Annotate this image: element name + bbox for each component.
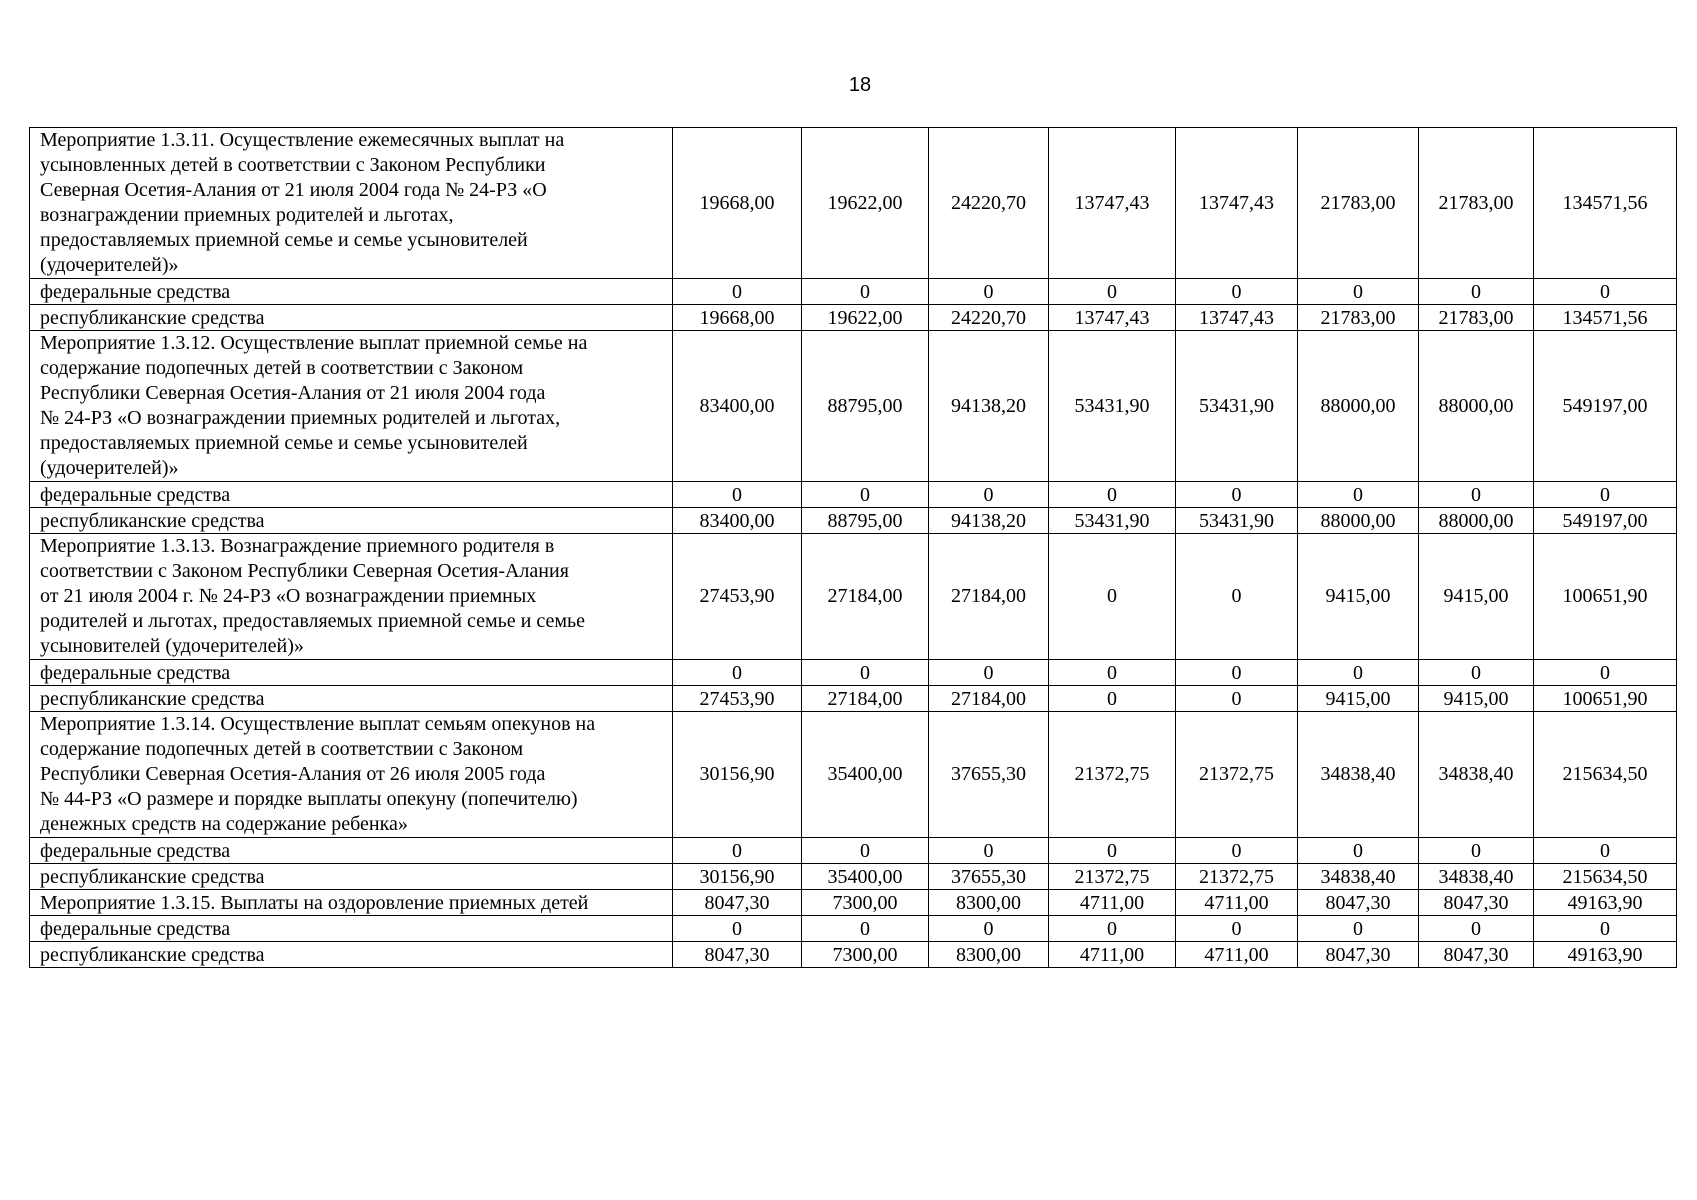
value-cell: 21783,00 xyxy=(1298,305,1419,331)
row-name-line: содержание подопечных детей в соответствии с Законом xyxy=(40,738,524,760)
value-cell: 0 xyxy=(1419,660,1534,686)
table-row-measure xyxy=(30,331,1677,482)
row-name-cell xyxy=(30,916,673,942)
row-name-line: республиканские средства xyxy=(40,943,265,966)
value-cell: 9415,00 xyxy=(1419,686,1534,712)
row-name-line: усыновленных детей в соответствии с Законом Республики xyxy=(40,154,546,176)
value-cell: 4711,00 xyxy=(1049,942,1176,968)
value-cell: 0 xyxy=(802,482,929,508)
row-name-line: (удочерителей)» xyxy=(40,254,179,276)
row-name-line: федеральные средства xyxy=(40,661,231,684)
budget-table xyxy=(29,127,1677,968)
value-cell: 53431,90 xyxy=(1049,508,1176,534)
value-cell: 27184,00 xyxy=(802,686,929,712)
value-cell: 0 xyxy=(1298,660,1419,686)
value-cell: 0 xyxy=(929,482,1049,508)
value-cell: 53431,90 xyxy=(1176,331,1298,482)
value-cell: 88000,00 xyxy=(1298,331,1419,482)
row-name-line: республиканские средства xyxy=(40,509,265,532)
value-cell: 19668,00 xyxy=(673,305,802,331)
value-cell: 0 xyxy=(1176,534,1298,660)
value-cell: 49163,90 xyxy=(1534,890,1677,916)
value-cell: 94138,20 xyxy=(929,508,1049,534)
value-cell: 30156,90 xyxy=(673,864,802,890)
table-row-funding-source xyxy=(30,305,1677,331)
value-cell: 0 xyxy=(673,660,802,686)
value-cell: 100651,90 xyxy=(1534,686,1677,712)
table-row-funding-source xyxy=(30,508,1677,534)
table-row-funding-source xyxy=(30,279,1677,305)
value-cell: 0 xyxy=(1419,279,1534,305)
row-name-line: Северная Осетия-Алания от 21 июля 2004 года № 24-РЗ «О xyxy=(40,179,547,201)
table-row-measure xyxy=(30,534,1677,660)
value-cell: 0 xyxy=(1049,686,1176,712)
value-cell: 21372,75 xyxy=(1049,864,1176,890)
value-cell: 9415,00 xyxy=(1298,534,1419,660)
value-cell: 88000,00 xyxy=(1298,508,1419,534)
table-row-funding-source xyxy=(30,838,1677,864)
row-name-line: денежных средств на содержание ребенка» xyxy=(40,813,408,835)
row-name-line: (удочерителей)» xyxy=(40,457,179,479)
value-cell: 27184,00 xyxy=(802,534,929,660)
value-cell: 0 xyxy=(1176,838,1298,864)
value-cell: 0 xyxy=(673,838,802,864)
value-cell: 134571,56 xyxy=(1534,128,1677,279)
value-cell: 34838,40 xyxy=(1298,864,1419,890)
value-cell: 0 xyxy=(802,838,929,864)
row-name-line: Мероприятие 1.3.13. Вознаграждение приемного родителя в xyxy=(40,535,555,557)
value-cell: 49163,90 xyxy=(1534,942,1677,968)
value-cell: 0 xyxy=(1534,916,1677,942)
value-cell: 134571,56 xyxy=(1534,305,1677,331)
value-cell: 13747,43 xyxy=(1049,128,1176,279)
value-cell: 35400,00 xyxy=(802,864,929,890)
value-cell: 7300,00 xyxy=(802,890,929,916)
table-row-measure xyxy=(30,128,1677,279)
table-row-funding-source xyxy=(30,864,1677,890)
value-cell: 21372,75 xyxy=(1176,864,1298,890)
value-cell: 8047,30 xyxy=(1298,890,1419,916)
value-cell: 8047,30 xyxy=(1419,890,1534,916)
row-name-cell xyxy=(30,508,673,534)
value-cell: 13747,43 xyxy=(1176,128,1298,279)
row-name-line: федеральные средства xyxy=(40,917,231,940)
value-cell: 13747,43 xyxy=(1176,305,1298,331)
table-row-measure xyxy=(30,712,1677,838)
value-cell: 4711,00 xyxy=(1049,890,1176,916)
value-cell: 27184,00 xyxy=(929,534,1049,660)
value-cell: 0 xyxy=(1049,482,1176,508)
row-name-line: республиканские средства xyxy=(40,306,265,329)
row-name-cell xyxy=(30,331,673,482)
value-cell: 0 xyxy=(1298,279,1419,305)
table-row-funding-source xyxy=(30,916,1677,942)
value-cell: 27453,90 xyxy=(673,686,802,712)
row-name-cell xyxy=(30,864,673,890)
row-name-cell xyxy=(30,838,673,864)
value-cell: 0 xyxy=(1176,279,1298,305)
value-cell: 4711,00 xyxy=(1176,942,1298,968)
table-row-funding-source xyxy=(30,660,1677,686)
value-cell: 0 xyxy=(1176,686,1298,712)
row-name-line: Мероприятие 1.3.15. Выплаты на оздоровление приемных детей xyxy=(40,891,589,914)
value-cell: 0 xyxy=(1534,482,1677,508)
row-name-line: соответствии с Законом Республики Северная Осетия-Алания xyxy=(40,560,569,582)
value-cell: 88000,00 xyxy=(1419,508,1534,534)
value-cell: 8047,30 xyxy=(673,890,802,916)
row-name-line: содержание подопечных детей в соответствии с Законом xyxy=(40,357,524,379)
value-cell: 0 xyxy=(1419,916,1534,942)
value-cell: 0 xyxy=(1049,279,1176,305)
value-cell: 88000,00 xyxy=(1419,331,1534,482)
row-name-line: № 24-РЗ «О вознаграждении приемных родителей и льготах, xyxy=(40,407,561,429)
row-name-cell xyxy=(30,660,673,686)
value-cell: 549197,00 xyxy=(1534,331,1677,482)
value-cell: 9415,00 xyxy=(1298,686,1419,712)
value-cell: 30156,90 xyxy=(673,712,802,838)
value-cell: 13747,43 xyxy=(1049,305,1176,331)
value-cell: 0 xyxy=(1534,838,1677,864)
value-cell: 53431,90 xyxy=(1176,508,1298,534)
row-name-line: усыновителей (удочерителей)» xyxy=(40,635,304,657)
value-cell: 0 xyxy=(1298,916,1419,942)
value-cell: 0 xyxy=(1298,482,1419,508)
value-cell: 215634,50 xyxy=(1534,712,1677,838)
value-cell: 27453,90 xyxy=(673,534,802,660)
row-name-cell xyxy=(30,482,673,508)
row-name-cell xyxy=(30,305,673,331)
value-cell: 21783,00 xyxy=(1298,128,1419,279)
value-cell: 9415,00 xyxy=(1419,534,1534,660)
row-name-cell xyxy=(30,534,673,660)
value-cell: 37655,30 xyxy=(929,712,1049,838)
value-cell: 88795,00 xyxy=(802,508,929,534)
table-row-funding-source xyxy=(30,890,1677,916)
value-cell: 21372,75 xyxy=(1176,712,1298,838)
value-cell: 0 xyxy=(1419,482,1534,508)
value-cell: 0 xyxy=(802,916,929,942)
row-name-cell xyxy=(30,279,673,305)
value-cell: 83400,00 xyxy=(673,331,802,482)
value-cell: 24220,70 xyxy=(929,128,1049,279)
value-cell: 0 xyxy=(802,660,929,686)
value-cell: 21372,75 xyxy=(1049,712,1176,838)
value-cell: 19622,00 xyxy=(802,305,929,331)
value-cell: 0 xyxy=(1176,660,1298,686)
row-name-line: вознаграждении приемных родителей и льготах, xyxy=(40,204,454,226)
value-cell: 19668,00 xyxy=(673,128,802,279)
row-name-cell xyxy=(30,686,673,712)
row-name-line: № 44-РЗ «О размере и порядке выплаты опекуну (попечителю) xyxy=(40,788,578,810)
value-cell: 7300,00 xyxy=(802,942,929,968)
value-cell: 215634,50 xyxy=(1534,864,1677,890)
row-name-line: Мероприятие 1.3.14. Осуществление выплат семьям опекунов на xyxy=(40,713,596,735)
value-cell: 100651,90 xyxy=(1534,534,1677,660)
value-cell: 0 xyxy=(673,916,802,942)
value-cell: 53431,90 xyxy=(1049,331,1176,482)
table-row-funding-source xyxy=(30,686,1677,712)
value-cell: 88795,00 xyxy=(802,331,929,482)
value-cell: 35400,00 xyxy=(802,712,929,838)
value-cell: 0 xyxy=(673,279,802,305)
value-cell: 8047,30 xyxy=(1298,942,1419,968)
value-cell: 0 xyxy=(802,279,929,305)
row-name-cell xyxy=(30,890,673,916)
value-cell: 8300,00 xyxy=(929,942,1049,968)
row-name-line: предоставляемых приемной семье и семье усыновителей xyxy=(40,432,528,454)
row-name-cell xyxy=(30,128,673,279)
value-cell: 0 xyxy=(1049,534,1176,660)
value-cell: 19622,00 xyxy=(802,128,929,279)
value-cell: 34838,40 xyxy=(1419,864,1534,890)
row-name-line: федеральные средства xyxy=(40,483,231,506)
value-cell: 34838,40 xyxy=(1298,712,1419,838)
value-cell: 8300,00 xyxy=(929,890,1049,916)
row-name-line: федеральные средства xyxy=(40,839,231,862)
value-cell: 8047,30 xyxy=(673,942,802,968)
value-cell: 21783,00 xyxy=(1419,128,1534,279)
table-body xyxy=(30,128,1677,968)
value-cell: 0 xyxy=(673,482,802,508)
table-row-funding-source xyxy=(30,482,1677,508)
value-cell: 0 xyxy=(1049,838,1176,864)
value-cell: 0 xyxy=(929,838,1049,864)
value-cell: 0 xyxy=(929,279,1049,305)
value-cell: 0 xyxy=(1176,482,1298,508)
value-cell: 0 xyxy=(1298,838,1419,864)
row-name-line: Мероприятие 1.3.11. Осуществление ежемесячных выплат на xyxy=(40,129,565,151)
row-name-line: Республики Северная Осетия-Алания от 21 июля 2004 года xyxy=(40,382,546,404)
table-row-funding-source xyxy=(30,942,1677,968)
value-cell: 83400,00 xyxy=(673,508,802,534)
row-name-line: родителей и льготах, предоставляемых приемной семье и семье xyxy=(40,610,585,632)
row-name-line: Республики Северная Осетия-Алания от 26 июля 2005 года xyxy=(40,763,546,785)
value-cell: 0 xyxy=(1419,838,1534,864)
value-cell: 21783,00 xyxy=(1419,305,1534,331)
value-cell: 0 xyxy=(1049,916,1176,942)
value-cell: 0 xyxy=(1176,916,1298,942)
row-name-cell xyxy=(30,942,673,968)
value-cell: 0 xyxy=(1049,660,1176,686)
value-cell: 8047,30 xyxy=(1419,942,1534,968)
value-cell: 0 xyxy=(929,660,1049,686)
value-cell: 0 xyxy=(1534,279,1677,305)
value-cell: 34838,40 xyxy=(1419,712,1534,838)
row-name-cell xyxy=(30,712,673,838)
value-cell: 94138,20 xyxy=(929,331,1049,482)
value-cell: 27184,00 xyxy=(929,686,1049,712)
page-number: 18 xyxy=(848,74,872,96)
value-cell: 37655,30 xyxy=(929,864,1049,890)
row-name-line: республиканские средства xyxy=(40,865,265,888)
value-cell: 549197,00 xyxy=(1534,508,1677,534)
value-cell: 0 xyxy=(1534,660,1677,686)
row-name-line: предоставляемых приемной семье и семье усыновителей xyxy=(40,229,528,251)
value-cell: 0 xyxy=(929,916,1049,942)
value-cell: 4711,00 xyxy=(1176,890,1298,916)
row-name-line: федеральные средства xyxy=(40,280,231,303)
row-name-line: республиканские средства xyxy=(40,687,265,710)
value-cell: 24220,70 xyxy=(929,305,1049,331)
row-name-line: от 21 июля 2004 г. № 24-РЗ «О вознаграждении приемных xyxy=(40,585,537,607)
row-name-line: Мероприятие 1.3.12. Осуществление выплат приемной семье на xyxy=(40,332,588,354)
